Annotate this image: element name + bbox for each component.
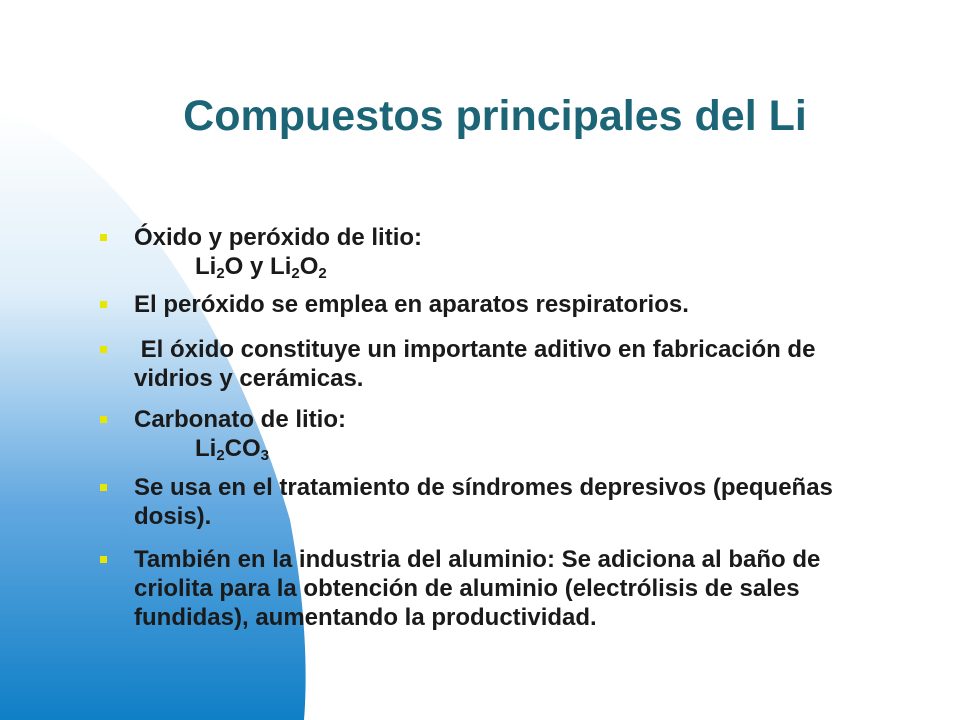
bullet-text: El óxido constituye un importante aditivo en fabricación de vidrios y cerámicas. — [134, 336, 823, 392]
bullet-square-icon — [100, 301, 107, 308]
bullet-text: También en la industria del aluminio: Se adiciona al baño de criolita para la obtención de aluminio (electrólisis de sales fundidas), aumentando la productividad. — [134, 546, 821, 631]
slide-title: Compuestos principales del Li — [183, 92, 807, 140]
formula-li2co3: $Li_2CO_3$ — [195, 435, 270, 464]
bullet-square-icon — [100, 234, 107, 241]
bullet-text: El peróxido se emplea en aparatos respiratorios. — [134, 291, 689, 318]
bullet-peroxido-uso — [134, 290, 874, 319]
formula-li2o-li2o2: $Li_2O$ y $Li_2O_2$ — [195, 253, 327, 282]
bullet-text: Óxido y peróxido de litio: — [134, 224, 423, 251]
bullet-carbonato — [134, 405, 874, 463]
bullet-oxido-peroxido — [134, 223, 874, 281]
bullet-text: Se usa en el tratamiento de síndromes depresivos (pequeñas dosis). — [134, 474, 833, 530]
bullet-sindromes — [134, 473, 874, 531]
bullet-square-icon — [100, 556, 107, 563]
bullet-square-icon — [100, 346, 107, 353]
bullet-text: Carbonato de litio: — [134, 406, 346, 433]
bullet-aluminio — [134, 545, 874, 632]
bullet-square-icon — [100, 416, 107, 423]
bullet-square-icon — [100, 484, 107, 491]
bullet-oxido-uso — [134, 335, 874, 393]
